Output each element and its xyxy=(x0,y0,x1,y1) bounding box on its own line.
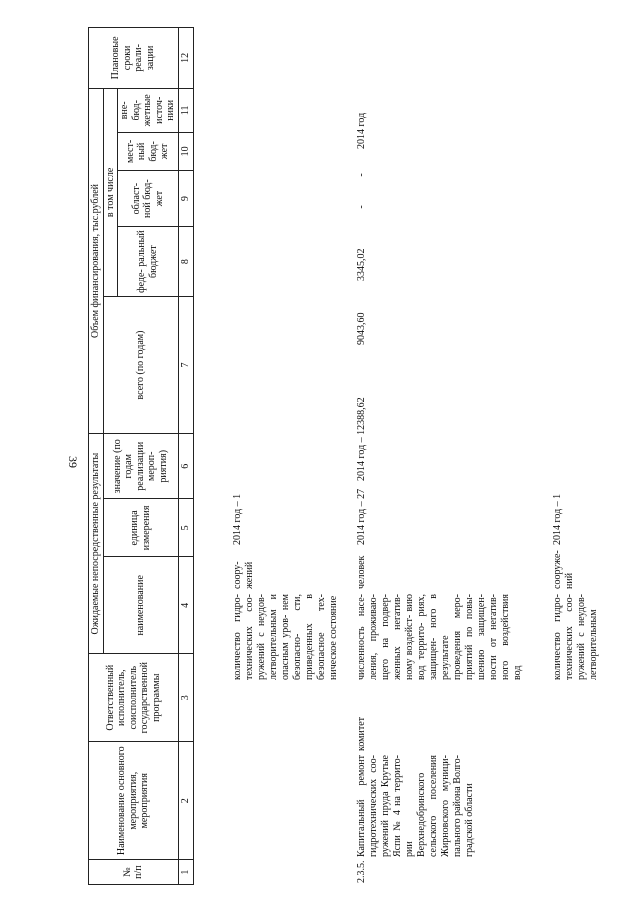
total-cell: 2014 год – 12388,62 xyxy=(356,397,367,481)
header-total: всего (по годам) xyxy=(103,296,178,433)
value-cell: 2014 год – 1 xyxy=(552,493,563,545)
column-number: 8 xyxy=(178,227,193,297)
header-responsible: Ответственный исполнитель, соисполнитель государственной программы xyxy=(89,654,179,742)
indicator-cell: количество гидро- технических соо- ружений с неудов- летворительным xyxy=(552,594,599,680)
page-number: 39 xyxy=(66,456,80,468)
header-regional: област- ной бюд- жет xyxy=(118,171,179,227)
row-number-cell: 2.3.5. xyxy=(356,860,367,883)
unit-cell: соору- жений xyxy=(232,561,255,589)
term-cell: 2014 год xyxy=(356,112,367,149)
header-funding: Объем финансирования, тыс.рублей xyxy=(89,88,104,433)
name-cell: Капитальный ремонт гидротехнических соо- ружений пруда Крутые Яспи № 4 на террито- рии Верхнедобринского сельского поселения Жирновского муници- пального района Волго- градской области xyxy=(356,755,475,857)
unit-cell: сооруже- ний xyxy=(552,550,575,589)
header-table xyxy=(88,27,194,885)
value-cell: 2014 год – 1 xyxy=(232,493,243,545)
column-number: 12 xyxy=(178,28,193,89)
responsible-cell: комитет xyxy=(356,716,367,751)
table-row xyxy=(552,27,622,885)
table-row xyxy=(356,27,546,885)
table-row xyxy=(232,27,350,885)
header-federal: феде- ральный бюджет xyxy=(118,227,179,297)
federal-cell: 9043,60 xyxy=(356,312,367,345)
indicator-cell: численность насе- ления, проживаю- щего на подвер- женных негатив- ному воздейст- вию вод террито- риях, защищен- ного в результате проведения меро- приятий по повы- шению защищен- ности от негатив- ного воздействия вод xyxy=(356,594,523,680)
header-value: значение (по годам реализации мероп- риятия) xyxy=(103,434,178,499)
header-local: мест- ный бюд- жет xyxy=(118,132,179,170)
header-including: в том числе xyxy=(103,88,118,296)
local-cell: - xyxy=(356,205,367,209)
table-body xyxy=(232,27,622,885)
header-indicator-name: наименование xyxy=(103,557,178,654)
column-number: 1 xyxy=(178,860,193,885)
column-number: 7 xyxy=(178,296,193,433)
header-name: Наименование основного мероприятия, мероприятия xyxy=(89,742,179,860)
indicator-cell: количество гидро- технических соо- ружений с неудов- летворительным и опасным уров- нем безопасно- сти, приведенных в безопасное тех- ническое состояние xyxy=(232,594,339,680)
header-num: № п/п xyxy=(89,860,179,885)
column-number: 11 xyxy=(178,88,193,132)
header-terms: Плановые сроки реали- зации xyxy=(89,28,179,89)
column-number: 9 xyxy=(178,171,193,227)
header-expected: Ожидаемые непосредственные результаты xyxy=(89,434,104,654)
value-cell: 2014 год – 27 xyxy=(356,488,367,545)
header-external: вне- бюд- жетные источ- ники xyxy=(118,88,179,132)
regional-cell: 3345,02 xyxy=(356,248,367,281)
header-unit: единица измерения xyxy=(103,499,178,557)
column-number: 2 xyxy=(178,742,193,860)
column-number: 6 xyxy=(178,434,193,499)
column-number: 3 xyxy=(178,654,193,742)
column-number: 10 xyxy=(178,132,193,170)
unit-cell: человек xyxy=(356,555,367,589)
column-number: 4 xyxy=(178,557,193,654)
column-numbers-row xyxy=(178,28,193,885)
external-cell: - xyxy=(356,173,367,177)
column-number: 5 xyxy=(178,499,193,557)
